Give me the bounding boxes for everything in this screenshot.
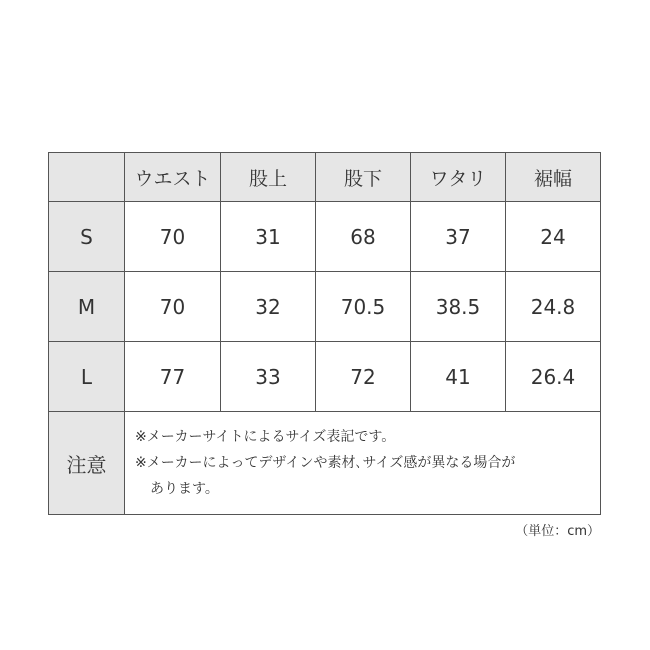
table-cell-rise: 33	[221, 342, 316, 412]
note-line: ※メーカーによってデザインや素材､サイズ感が異なる場合が	[135, 455, 516, 471]
table-cell-hem-width: 26.4	[506, 342, 601, 412]
size-chart-table	[48, 152, 601, 515]
header-waist: ウエスト	[125, 153, 221, 202]
table-cell-inseam: 70.5	[316, 272, 411, 342]
table-cell-waist: 70	[125, 272, 221, 342]
table-row	[49, 272, 601, 342]
unit-label: （単位：cm）	[515, 524, 600, 539]
table-cell-thigh: 37	[411, 202, 506, 272]
table-row	[49, 342, 601, 412]
table-cell-hem-width: 24	[506, 202, 601, 272]
table-row	[49, 202, 601, 272]
table-cell-thigh: 41	[411, 342, 506, 412]
header-hem-width: 裾幅	[506, 153, 601, 202]
note-line: あります。	[150, 481, 219, 497]
size-label: S	[49, 202, 125, 272]
table-cell-inseam: 72	[316, 342, 411, 412]
table-header	[49, 153, 601, 202]
size-label: M	[49, 272, 125, 342]
table-cell-rise: 31	[221, 202, 316, 272]
table-cell-thigh: 38.5	[411, 272, 506, 342]
header-thigh: ワタリ	[411, 153, 506, 202]
note-label: 注意	[49, 412, 125, 515]
note-text	[125, 412, 601, 515]
table-cell-rise: 32	[221, 272, 316, 342]
table-cell-inseam: 68	[316, 202, 411, 272]
header-row	[49, 153, 601, 202]
table-cell-waist: 77	[125, 342, 221, 412]
header-corner	[49, 153, 125, 202]
header-rise: 股上	[221, 153, 316, 202]
header-inseam: 股下	[316, 153, 411, 202]
note-line: ※メーカーサイトによるサイズ表記です。	[135, 429, 396, 445]
note-row	[49, 412, 601, 515]
size-label: L	[49, 342, 125, 412]
table-cell-hem-width: 24.8	[506, 272, 601, 342]
table-body	[49, 202, 601, 515]
table-cell-waist: 70	[125, 202, 221, 272]
